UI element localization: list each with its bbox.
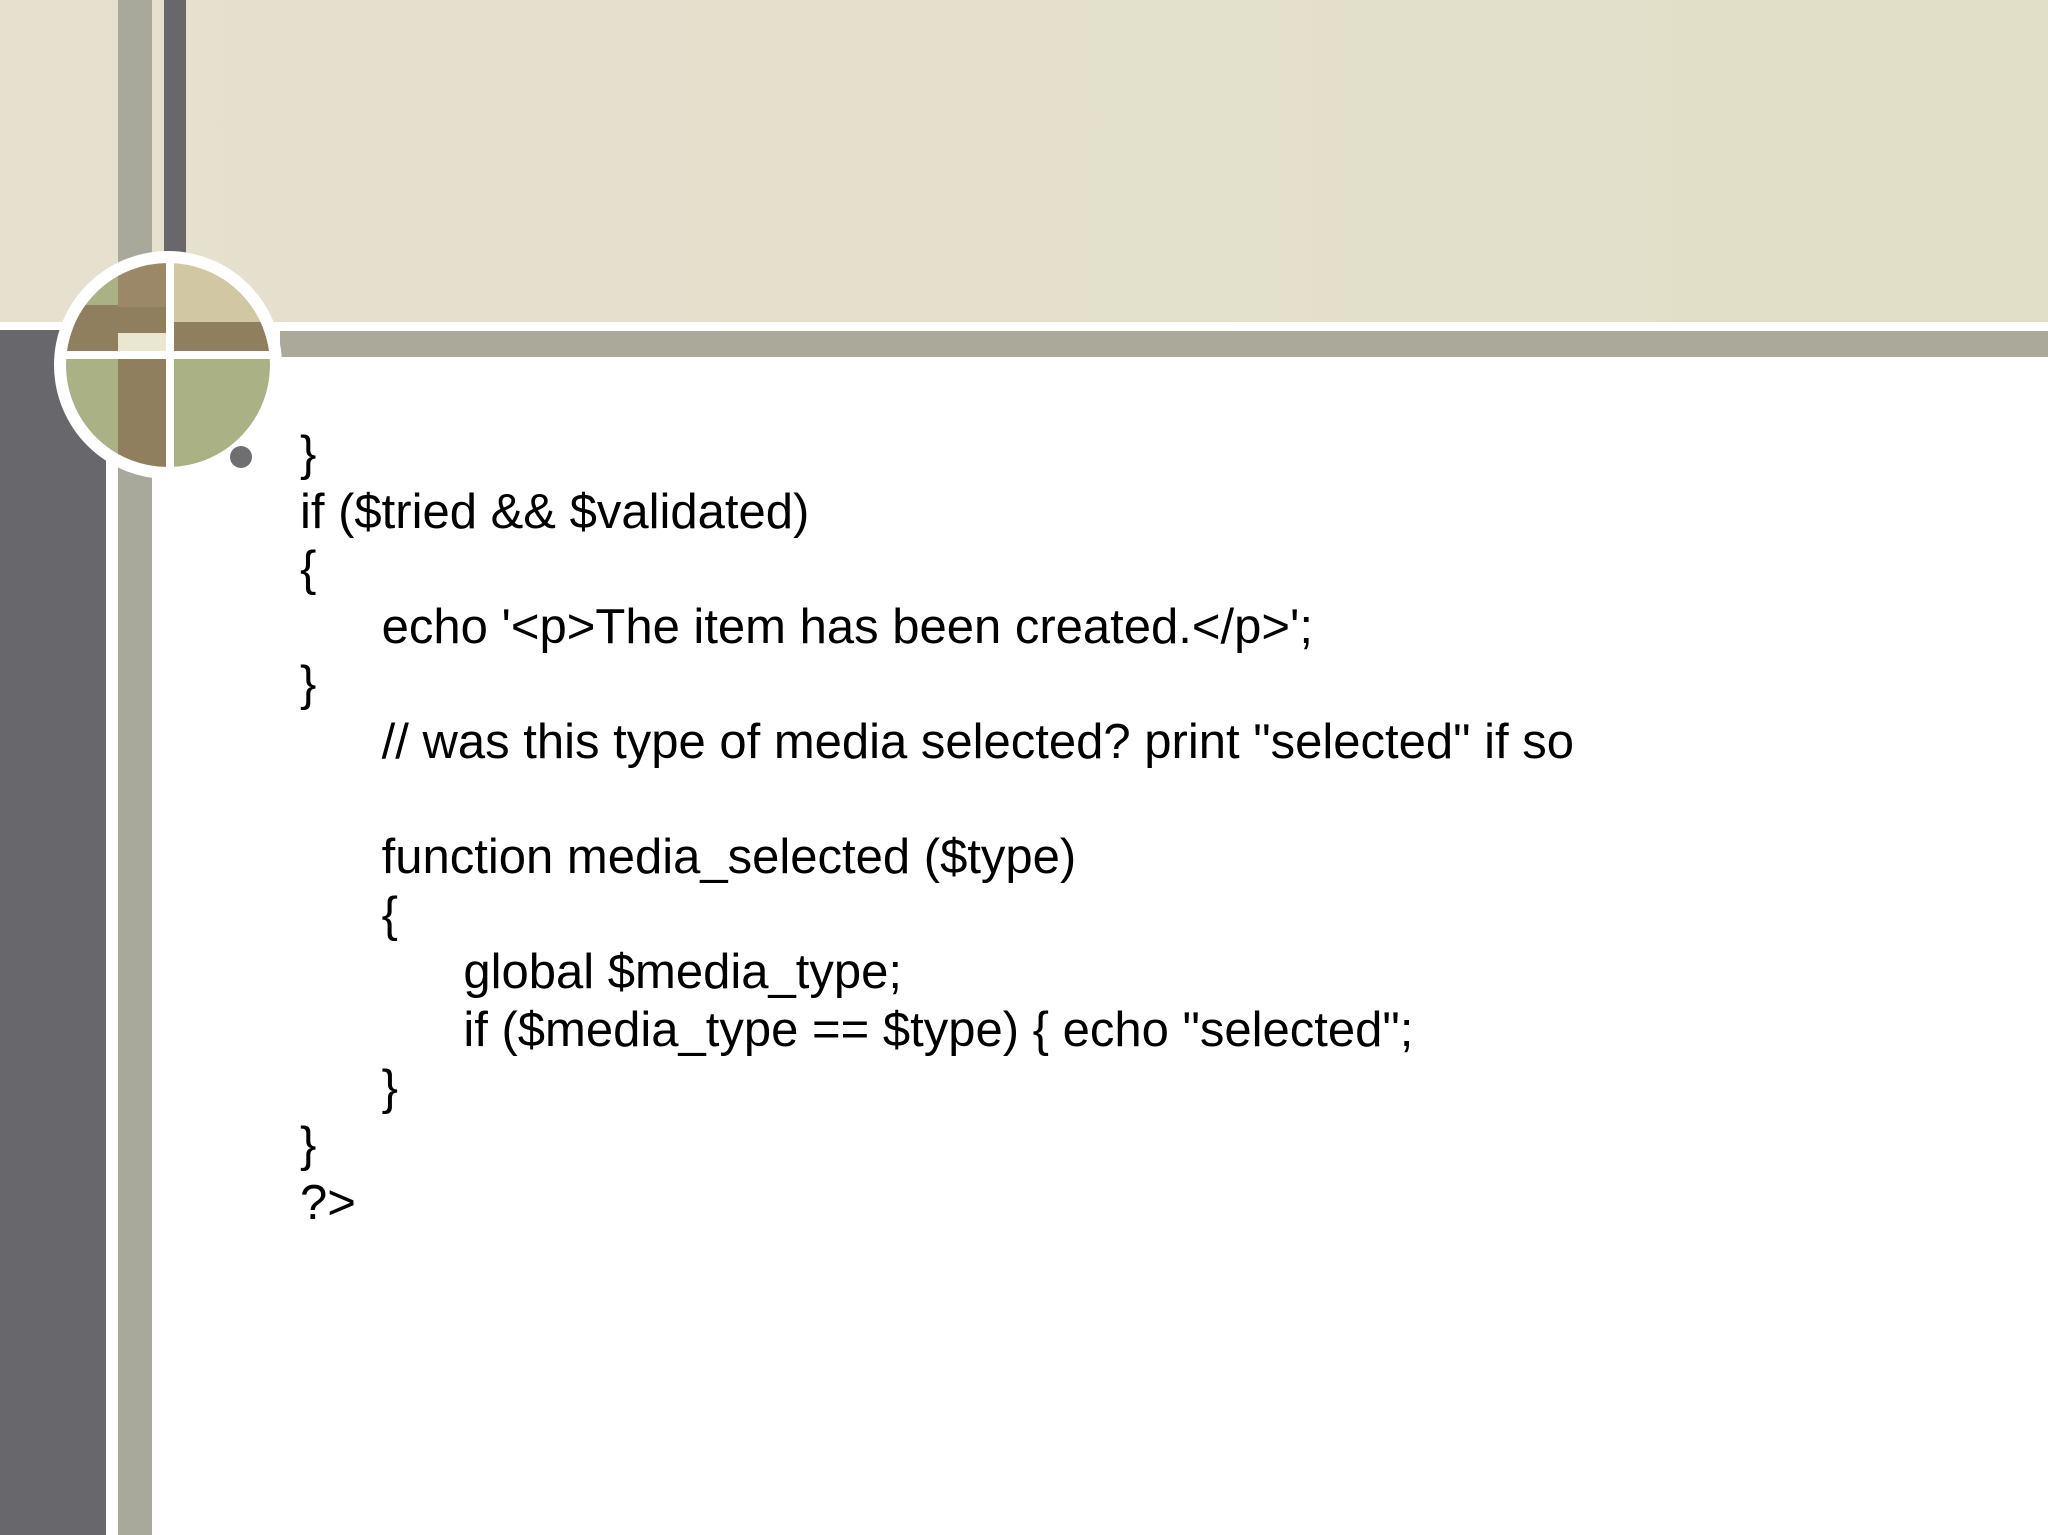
vertical-stripe-light <box>118 0 152 1535</box>
code-line: { <box>300 542 317 597</box>
bullet-dot-icon <box>230 446 252 468</box>
code-bullet-block <box>300 426 1574 1232</box>
code-line: if ($media_type == $type) { echo "selected"; <box>300 1002 1414 1057</box>
header-band <box>0 0 2048 322</box>
code-line-text: } <box>300 427 317 481</box>
code-line <box>300 772 1574 830</box>
code-line: } <box>300 1118 317 1173</box>
code-line: } <box>300 1060 399 1115</box>
code-line: function media_selected ($type) <box>300 830 1077 885</box>
code-line <box>300 426 1574 484</box>
header-divider-line <box>0 322 2048 330</box>
dark-sidebar <box>0 330 106 1535</box>
code-line: { <box>300 887 399 942</box>
header-underline-stripe <box>280 331 2048 357</box>
code-line: // was this type of media selected? print "selected" if so <box>300 714 1574 769</box>
code-line: if ($tried && $validated) <box>300 484 810 539</box>
code-line: echo '<p>The item has been created.</p>'; <box>300 599 1313 654</box>
code-line: global $media_type; <box>300 945 902 1000</box>
circle-emblem <box>48 245 288 485</box>
code-line: } <box>300 657 317 712</box>
code-line: ?> <box>300 1175 356 1230</box>
